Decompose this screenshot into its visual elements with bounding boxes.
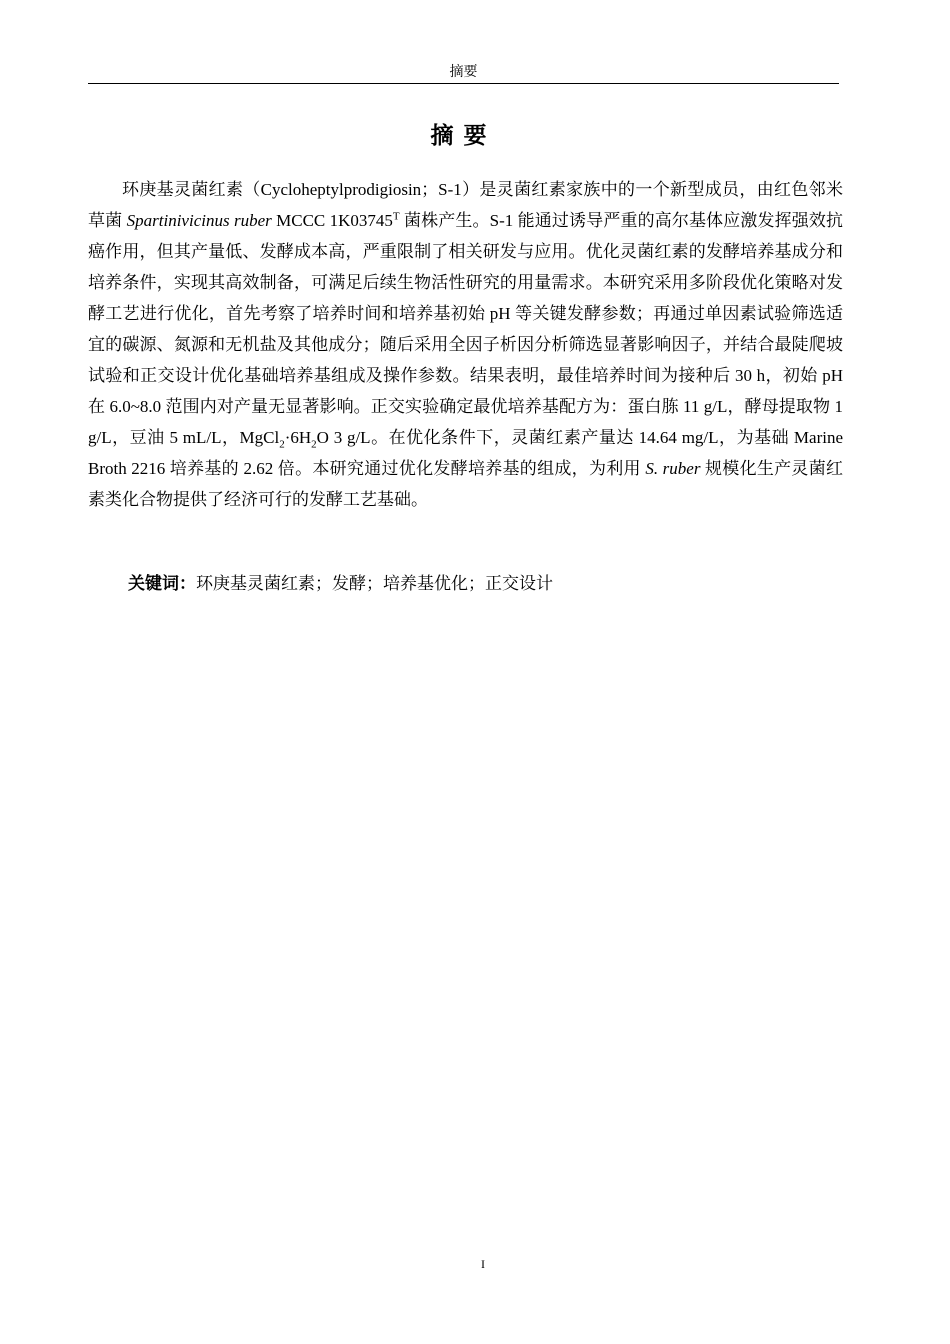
species-name-short: S. ruber [645, 459, 701, 478]
keywords-line [128, 568, 839, 599]
abstract-text-6: 规模化生产灵菌红素类化合物提供了经济可行的发酵工艺基础。 [88, 459, 844, 509]
keywords-label: 关键词： [128, 574, 196, 593]
running-header: 摘要 [449, 65, 478, 80]
abstract-text-2: MCCC 1K03745 [271, 211, 393, 230]
formula-subscript: 2 [279, 438, 285, 451]
abstract-text-3: 菌株产生。S-1 能通过诱导严重的高尔基体应激发挥强效抗癌作用，但其产量低、发酵成本高，严重限制了相关研发与应用。优化灵菌红素的发酵培养基成分和培养条件，实现其高效制备，可满足后续生物活性研究的用量需求。本研究采用多阶段优化策略对发酵工艺进行优化，首先考察了培养时间和培养基初始 pH 等关键发酵参数；再通过单因素试验筛选适宜的碳源、氮源和无机盐及其他成分；随后采用全因子析因分析筛选显著影响因子，并结合最陡爬坡试验和正交设计优化基础培养基组成及操作参数。结果表明，最佳培养时间为接种后 30 h，初始 pH 在 6.0~8.0 范围内对产量无显著影响。正交实验确定最优培养基配方为：蛋白胨 11 g/L，酵母提取物 1 g/L，豆油 5 mL/L，MgCl [88, 211, 843, 447]
formula-subscript: 2 [311, 438, 317, 451]
abstract-text-5: O 3 g/L。在优化条件下，灵菌红素产量达 14.64 mg/L，为基础 Marine Broth 2216 培养基的 2.62 倍。本研究通过优化发酵培养基的组成，为利用 [88, 428, 844, 478]
species-name-full: Spartinivicinus ruber [126, 211, 272, 230]
type-strain-superscript: T [392, 210, 400, 223]
keywords-text: 环庚基灵菌红素；发酵；培养基优化；正交设计 [196, 574, 553, 593]
header-divider [88, 83, 839, 84]
page-number: I [481, 1257, 485, 1271]
abstract-text-1: 环庚基灵菌红素（Cycloheptylprodigiosin；S-1）是灵菌红素家族中的一个新型成员，由红色邻米草菌 [88, 180, 843, 230]
abstract-paragraph [88, 174, 843, 515]
abstract-text-4: ·6H [284, 428, 312, 447]
page-title: 摘要 [430, 123, 497, 148]
